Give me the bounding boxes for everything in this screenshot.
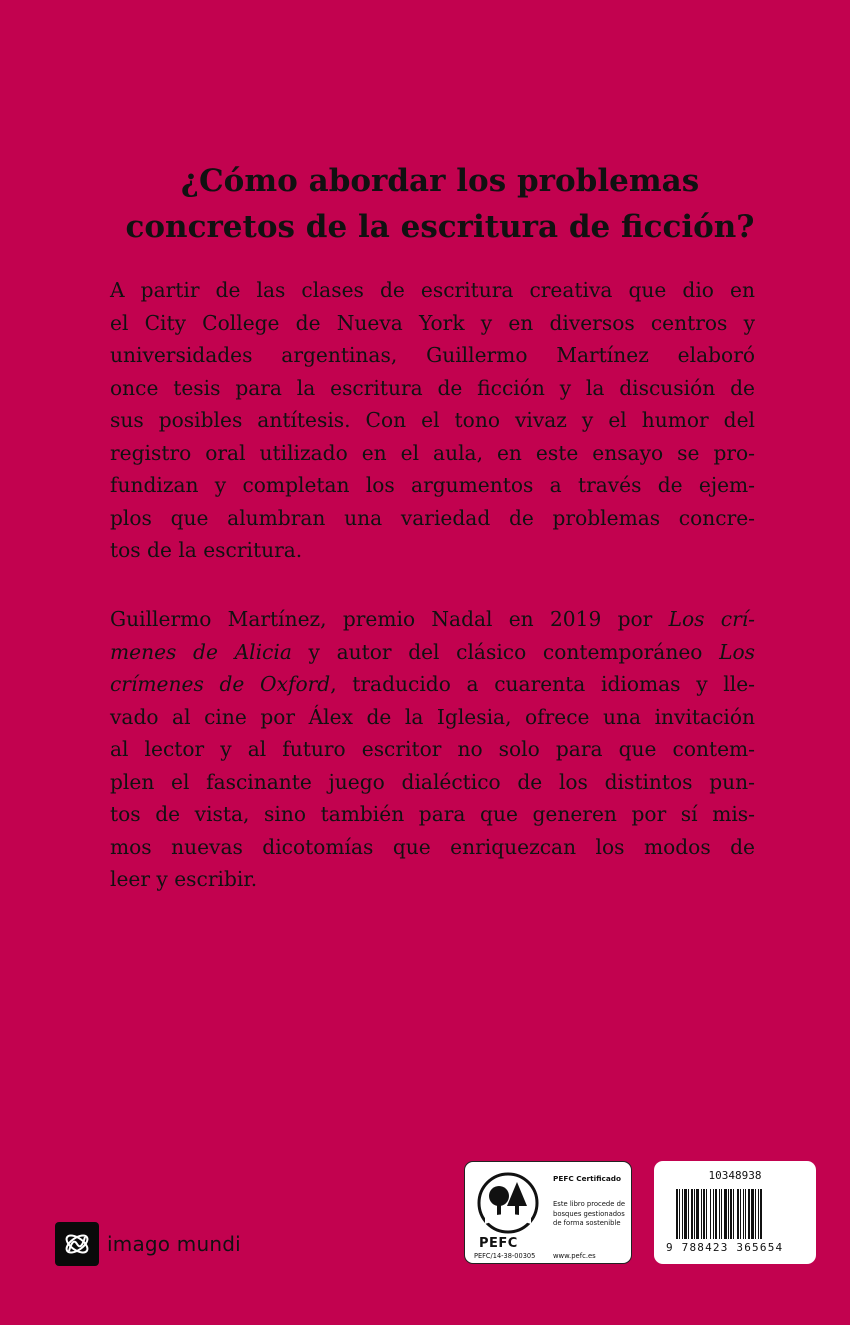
barcode-bar bbox=[758, 1189, 759, 1239]
pefc-code: PEFC/14-38-00305 bbox=[474, 1252, 536, 1260]
book-title-italic: Los bbox=[719, 639, 755, 664]
headline bbox=[110, 158, 770, 250]
barcode-bar bbox=[728, 1189, 729, 1239]
paragraph-2-line: plen el fascinante juego dialéctico de los distintos pun- bbox=[110, 769, 755, 794]
barcode-bar bbox=[710, 1189, 711, 1239]
barcode-bar bbox=[733, 1189, 734, 1239]
pefc-title: PEFC Certificado bbox=[553, 1174, 621, 1183]
pefc-url: www.pefc.es bbox=[553, 1252, 596, 1260]
barcode-bars bbox=[676, 1189, 796, 1241]
headline-line-1: ¿Cómo abordar los problemas bbox=[180, 163, 700, 199]
description-paragraph-2 bbox=[110, 603, 755, 896]
barcode-bar bbox=[724, 1189, 727, 1239]
pefc-brand: PEFC bbox=[479, 1236, 518, 1251]
barcode-digits: 9 788423 365654 bbox=[666, 1241, 784, 1254]
paragraph-1-line: tos de la escritura. bbox=[110, 538, 303, 562]
barcode-bar bbox=[745, 1189, 746, 1239]
pefc-certification-label bbox=[464, 1161, 632, 1264]
publisher-name: imago mundi bbox=[107, 1232, 241, 1256]
paragraph-1-line: plos que alumbran una variedad de problemas concre- bbox=[110, 505, 755, 530]
paragraph-1-line: sus posibles antítesis. Con el tono vivaz y el humor del bbox=[110, 408, 755, 432]
pefc-description: Este libro procede de bosques gestionados de forma sostenible bbox=[553, 1200, 626, 1227]
paragraph-1-line: universidades argentinas, Guillermo Martínez elaboró bbox=[110, 343, 755, 367]
barcode-bar bbox=[719, 1189, 720, 1239]
barcode-bar bbox=[760, 1189, 762, 1239]
barcode-bar bbox=[694, 1189, 695, 1239]
barcode-bar bbox=[737, 1189, 739, 1239]
barcode-bar bbox=[701, 1189, 702, 1239]
paragraph-2-line: leer y escribir. bbox=[110, 867, 258, 891]
barcode-bar bbox=[703, 1189, 705, 1239]
barcode-bar bbox=[706, 1189, 707, 1239]
barcode-bar bbox=[682, 1189, 683, 1239]
barcode-bar bbox=[696, 1189, 699, 1239]
barcode-bar bbox=[684, 1189, 687, 1239]
paragraph-2-line: tos de vista, sino también para que generen por sí mis- bbox=[110, 802, 755, 826]
paragraph-1-line: fundizan y completan los argumentos a través de ejem- bbox=[110, 473, 755, 497]
barcode-bar bbox=[715, 1189, 717, 1239]
paragraph-2-line: mos nuevas dicotomías que enriquezcan los modos de bbox=[110, 834, 755, 859]
book-title-italic: crímenes de Oxford bbox=[110, 672, 331, 696]
paragraph-2-text: y autor del clásico contemporáneo bbox=[291, 639, 720, 664]
paragraph-2-line bbox=[110, 603, 755, 636]
paragraph-2-line: al lector y al futuro escritor no solo para que contem- bbox=[110, 737, 755, 761]
barcode-bar bbox=[743, 1189, 744, 1239]
barcode-bar bbox=[713, 1189, 714, 1239]
barcode-id: 10348938 bbox=[708, 1169, 762, 1182]
paragraph-2-line bbox=[110, 668, 755, 701]
paragraph-2-text: Guillermo Martínez, premio Nadal en 2019 por bbox=[110, 607, 669, 631]
paragraph-1-line: el City College de Nueva York y en diversos centros y bbox=[110, 310, 755, 335]
barcode-bar bbox=[676, 1189, 678, 1239]
barcode-bar bbox=[721, 1189, 722, 1239]
paragraph-1-line: once tesis para la escritura de ficción y la discusión de bbox=[110, 375, 755, 400]
paragraph-2-text: , traducido a cuarenta idiomas y lle- bbox=[330, 672, 755, 696]
paragraph-1-line: A partir de las clases de escritura creativa que dio en bbox=[110, 278, 755, 302]
barcode-bar bbox=[730, 1189, 732, 1239]
barcode-bar bbox=[755, 1189, 756, 1239]
imago-mundi-logo-icon bbox=[55, 1222, 99, 1266]
barcode-bar bbox=[748, 1189, 750, 1239]
barcode-bar bbox=[751, 1189, 754, 1239]
paragraph-2-line: vado al cine por Álex de la Iglesia, ofrece una invitación bbox=[110, 704, 755, 729]
headline-line-2: concretos de la escritura de ficción? bbox=[125, 209, 755, 245]
paragraph-1-line: registro oral utilizado en el aula, en este ensayo se pro- bbox=[110, 440, 755, 465]
publisher-brand bbox=[55, 1222, 241, 1266]
book-title-italic: menes de Alicia bbox=[110, 639, 292, 664]
barcode-bar bbox=[679, 1189, 680, 1239]
barcode-bar bbox=[740, 1189, 741, 1239]
barcode-bar bbox=[691, 1189, 693, 1239]
isbn-barcode-label bbox=[654, 1161, 816, 1264]
paragraph-2-line bbox=[110, 636, 755, 669]
description-paragraph-1 bbox=[110, 274, 755, 567]
barcode-bar bbox=[688, 1189, 689, 1239]
pefc-tree-logo-icon bbox=[477, 1172, 539, 1234]
book-title-italic: Los crí- bbox=[668, 607, 755, 631]
